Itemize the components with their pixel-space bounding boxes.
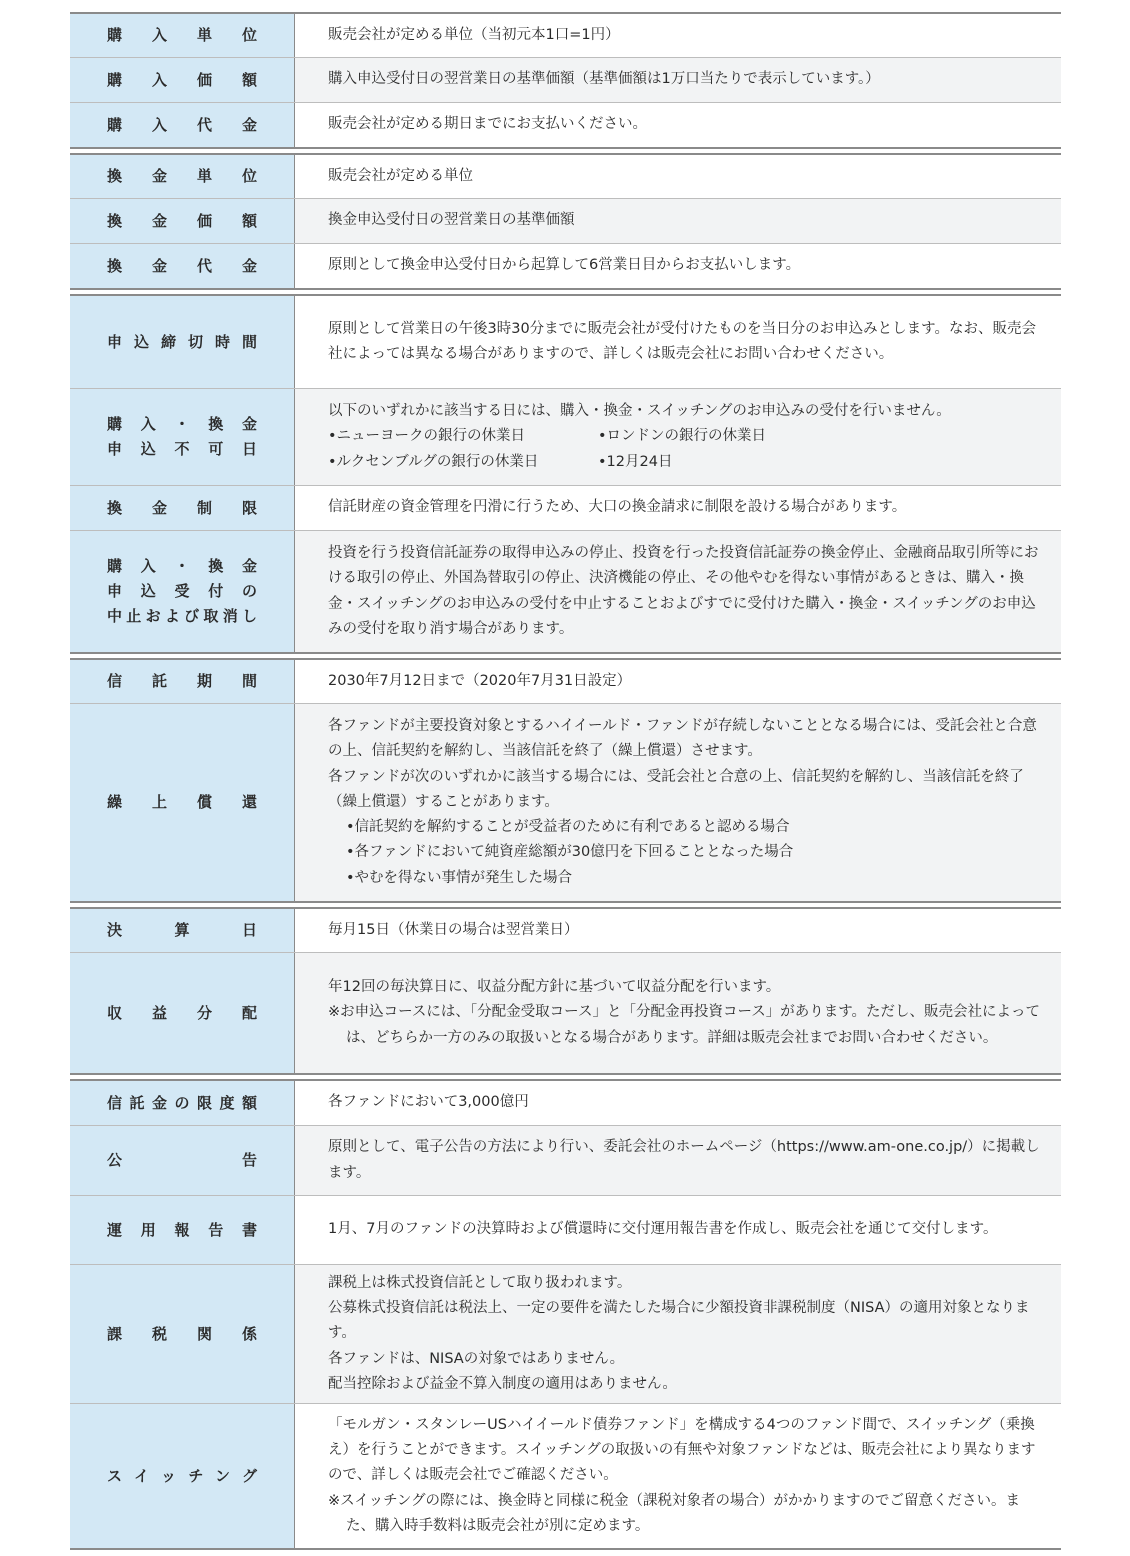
row-content: 課税上は株式投資信託として取り扱われます。 公募株式投資信託は税法上、一定の要件を満たした場合に少額投資非課税制度（NISA）の適用対象となります。 各ファンドは、NISAの対象ではありません。 配当控除および益金不算入制度の適用はありません。 — [295, 1265, 1061, 1403]
row-content: 原則として、電子公告の方法により行い、委託会社のホームページ（https://www.am-one.co.jp/）に掲載します。 — [295, 1126, 1061, 1195]
trust-term-group — [70, 658, 1061, 903]
row-content: 年12回の毎決算日に、収益分配方針に基づいて収益分配を行います。 ※お申込コースには、「分配金受取コース」と「分配金再投資コース」があります。ただし、販売会社によっては、どちらか一方のみの取扱いとなる場合があります。詳細は販売会社までお問い合わせください。 — [295, 953, 1061, 1073]
table-row — [70, 243, 1061, 288]
row-content: 販売会社が定める期日までにお支払いください。 — [328, 116, 647, 133]
table-row — [70, 1403, 1061, 1548]
row-label: 信託期間 — [70, 660, 295, 703]
row-label: 公告 — [70, 1126, 295, 1195]
table-row — [70, 952, 1061, 1073]
note: ※お申込コースには、「分配金受取コース」と「分配金再投資コース」があります。ただし、販売会社によっては、どちらか一方のみの取扱いとなる場合があります。詳細は販売会社までお問い合わせください。 — [328, 1004, 1041, 1046]
fund-terms-table — [70, 12, 1061, 1550]
row-label: 信託金の限度額 — [70, 1081, 295, 1125]
other-terms-group — [70, 1079, 1061, 1550]
row-content: 以下のいずれかに該当する日には、購入・換金・スイッチングのお申込みの受付を行いません。 •ニューヨークの銀行の休業日 •ロンドンの銀行の休業日 •ルクセンブルグの銀行の休業日 •12月24日 — [295, 389, 1061, 485]
row-label: 換金価額 — [70, 199, 295, 243]
table-row — [70, 1081, 1061, 1125]
bullet-item: •やむを得ない事情が発生した場合 — [346, 869, 573, 886]
row-label: 購入・換金 申込不可日 — [70, 389, 295, 485]
row-content: 原則として営業日の午後3時30分までに販売会社が受付けたものを当日分のお申込みとします。なお、販売会社によっては異なる場合がありますので、詳しくは販売会社にお問い合わせください。 — [328, 320, 1037, 362]
holiday-pair: •ニューヨークの銀行の休業日 •ロンドンの銀行の休業日 — [328, 428, 767, 445]
row-label: 換金単位 — [70, 155, 295, 198]
row-label: 決算日 — [70, 909, 295, 952]
bullet-item: •信託契約を解約することが受益者のために有利であると認める場合 — [346, 819, 790, 836]
table-row — [70, 1264, 1061, 1403]
application-group — [70, 294, 1061, 654]
table-row — [70, 198, 1061, 243]
table-row — [70, 660, 1061, 703]
table-row — [70, 296, 1061, 388]
row-label: 申込締切時間 — [70, 296, 295, 388]
row-label: 換金代金 — [70, 244, 295, 288]
redemption-group — [70, 153, 1061, 290]
row-label: 換金制限 — [70, 486, 295, 530]
settlement-group — [70, 907, 1061, 1075]
row-content: 原則として換金申込受付日から起算して6営業日目からお支払いします。 — [328, 257, 801, 274]
row-content: 購入申込受付日の翌営業日の基準価額（基準価額は1万口当たりで表示しています。） — [295, 58, 1061, 102]
row-label: 課税関係 — [70, 1265, 295, 1403]
table-row — [70, 1195, 1061, 1264]
row-label: 購入価額 — [70, 58, 295, 102]
row-label: 購入単位 — [70, 14, 295, 57]
row-content: 各ファンドが主要投資対象とするハイイールド・ファンドが存続しないこととなる場合には、受託会社と合意の上、信託契約を解約し、当該信託を終了（繰上償還）させます。 各ファンドが次のいずれかに該当する場合には、受託会社と合意の上、信託契約を解約し、当該信託を終了（繰上償還）することがあります。 •信託契約を解約することが受益者のために有利であると認める場合 •各ファンドにおいて純資産総額が30億円を下回ることとなった場合 •やむを得ない事情が発生した場合 — [295, 704, 1061, 901]
row-content: 投資を行う投資信託証券の取得申込みの停止、投資を行った投資信託証券の換金停止、金融商品取引所等における取引の停止、外国為替取引の停止、決済機能の停止、その他やむを得ない事情があるときは、購入・換金・スイッチングのお申込みの受付を中止することおよびすでに受付けた購入・換金・スイッチングのお申込みの受付を取り消す場合があります。 — [295, 531, 1061, 652]
row-content: 2030年7月12日まで（2020年7月31日設定） — [328, 672, 632, 689]
row-content: 「モルガン・スタンレーUSハイイールド債券ファンド」を構成する4つのファンド間で、スイッチング（乗換え）を行うことができます。スイッチングの取扱いの有無や対象ファンドなどは、販売会社により異なりますので、詳しくは販売会社でご確認ください。 ※スイッチングの際には、換金時と同様に税金（課税対象者の場合）がかかりますのでご留意ください。また、購入時手数料は販売会社が別に定めます。 — [295, 1404, 1061, 1548]
purchase-group — [70, 12, 1061, 149]
table-row — [70, 388, 1061, 485]
note: ※スイッチングの際には、換金時と同様に税金（課税対象者の場合）がかかりますのでご留意ください。また、購入時手数料は販売会社が別に定めます。 — [328, 1492, 1021, 1534]
row-content: 販売会社が定める単位（当初元本1口=1円） — [328, 26, 620, 43]
row-content: 毎月15日（休業日の場合は翌営業日） — [328, 921, 579, 938]
row-label: 購入代金 — [70, 103, 295, 147]
row-content: 販売会社が定める単位 — [328, 167, 473, 184]
row-content: 信託財産の資金管理を円滑に行うため、大口の換金請求に制限を設ける場合があります。 — [328, 499, 907, 516]
row-content: 1月、7月のファンドの決算時および償還時に交付運用報告書を作成し、販売会社を通じて交付します。 — [328, 1221, 998, 1238]
table-row — [70, 1125, 1061, 1195]
row-label: 運用報告書 — [70, 1196, 295, 1264]
bullet-item: •各ファンドにおいて純資産総額が30億円を下回ることとなった場合 — [346, 844, 794, 861]
table-row — [70, 102, 1061, 147]
table-row — [70, 14, 1061, 57]
row-label: 購入・換金 申込受付の 中止および取消し — [70, 531, 295, 652]
row-label: スイッチング — [70, 1404, 295, 1548]
row-label: 繰上償還 — [70, 704, 295, 901]
table-row — [70, 909, 1061, 952]
table-row — [70, 703, 1061, 901]
table-row — [70, 485, 1061, 530]
row-content: 各ファンドにおいて3,000億円 — [328, 1094, 529, 1111]
holiday-pair: •ルクセンブルグの銀行の休業日 •12月24日 — [328, 453, 673, 470]
table-row — [70, 155, 1061, 198]
row-content: 換金申込受付日の翌営業日の基準価額 — [295, 199, 1061, 243]
table-row — [70, 57, 1061, 102]
row-label: 収益分配 — [70, 953, 295, 1073]
table-row — [70, 530, 1061, 652]
